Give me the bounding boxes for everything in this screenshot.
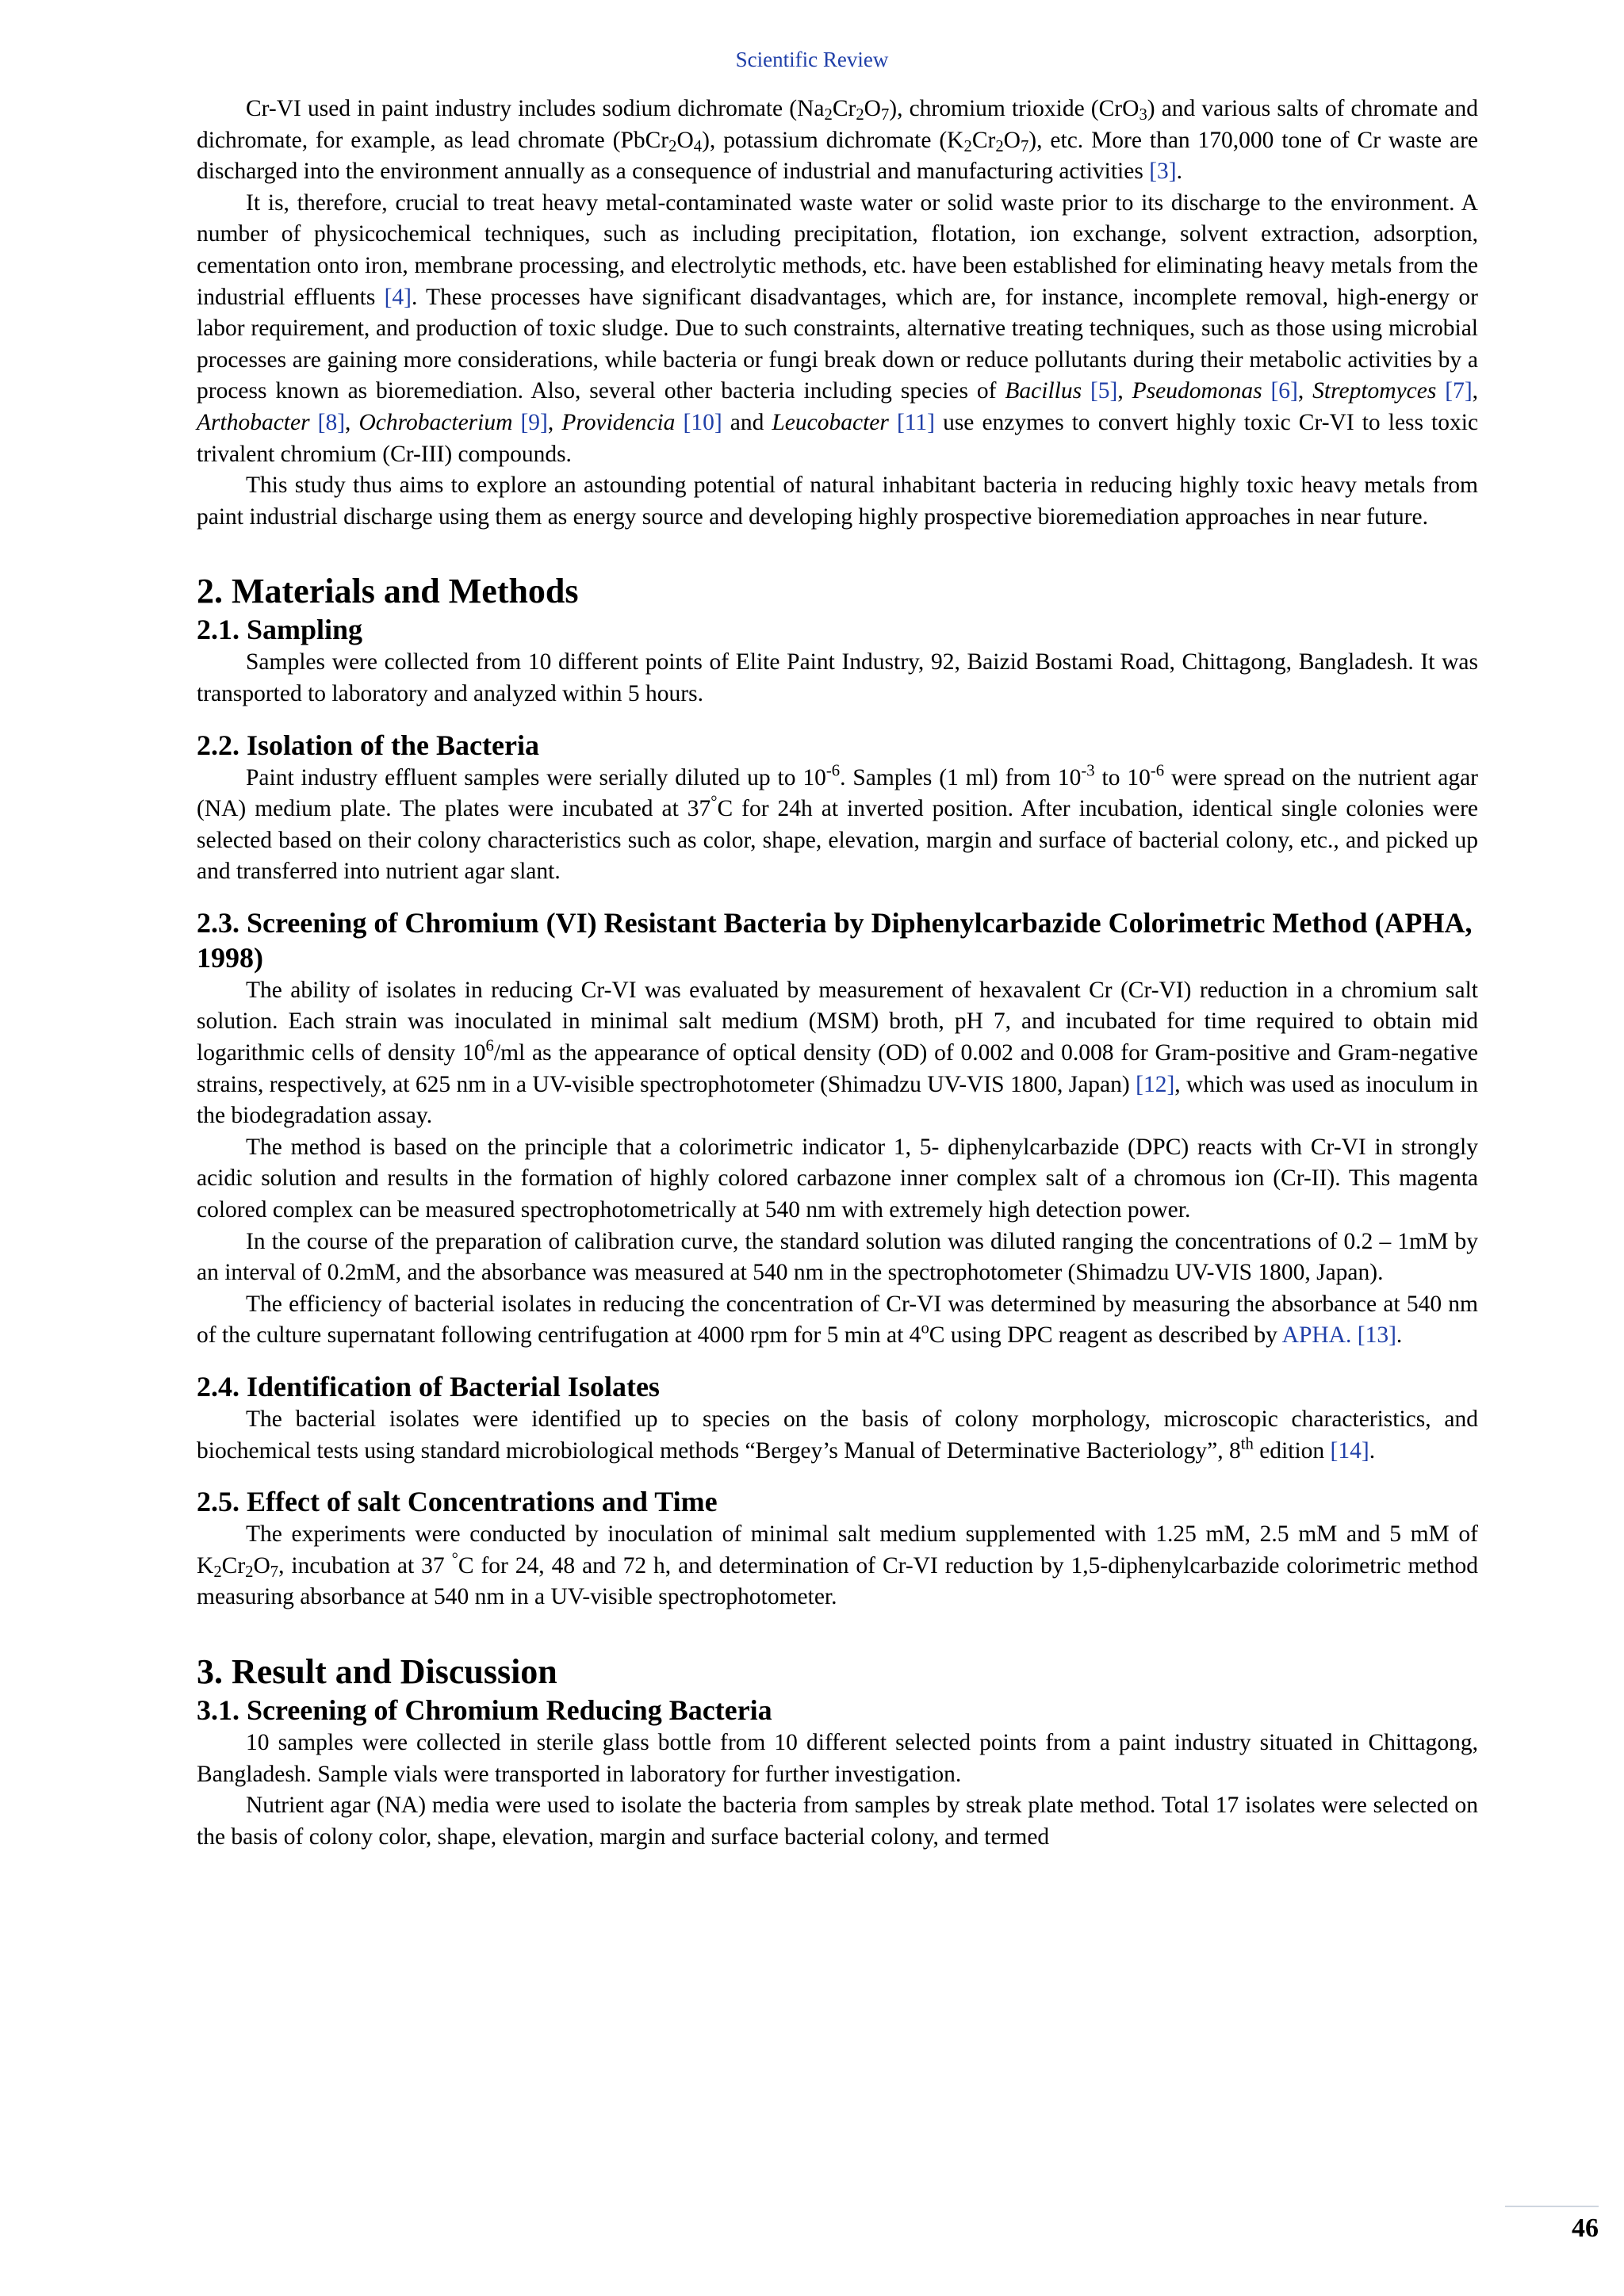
intro-paragraph-3: This study thus aims to explore an astounding potential of natural inhabitant bacteria in reducing highly toxic heavy metals from paint industrial discharge using them as energy source and developing highly prospective bioremediation approaches in near future. <box>197 473 1478 530</box>
subsection-heading: 2.5. Effect of salt Concentrations and Time <box>197 1486 718 1518</box>
text: . <box>1396 1322 1403 1349</box>
species-name: Providencia <box>561 409 676 435</box>
running-head: Scientific Review <box>735 48 889 71</box>
superscript: ° <box>710 793 718 811</box>
text: to 10 <box>1094 764 1151 790</box>
subsection-heading: 2.4. Identification of Bacterial Isolates <box>197 1371 660 1402</box>
text: O <box>1003 127 1021 153</box>
subscript: 7 <box>880 106 890 124</box>
subsection-heading: 2.3. Screening of Chromium (VI) Resistant Bacteria by Diphenylcarbazide Colorimetric Method (APHA, 1998) <box>197 906 1473 974</box>
text: The efficiency of bacterial isolates in reducing the concentration of Cr-VI was determined by measuring the absorbance at 540 nm of the culture supernatant following centrifugation at 4000 rpm for 5 min at 4 <box>197 1291 1478 1349</box>
paragraph: Nutrient agar (NA) media were used to isolate the bacteria from samples by streak plate method. Total 17 isolates were selected on the basis of colony color, shape, elevation, margin and surface bacterial colony, and termed <box>197 1793 1478 1850</box>
text: /ml as the appearance of optical density (OD) of 0.002 and 0.008 for Gram-positive and Gram-negative strains, respectively, at 625 nm in a UV-visible spectrophotometer (Shimadzu UV-VIS 1800, Japan) <box>197 1040 1478 1097</box>
footer-rule <box>1505 2206 1599 2207</box>
species-name: Leucobacter <box>772 409 889 435</box>
text: Cr <box>971 127 996 153</box>
text: C for 24, 48 and 72 h, and determination of Cr-VI reduction by 1,5-diphenylcarbazide colorimetric method measuring absorbance at 540 nm in a UV-visible spectrophotometer. <box>197 1552 1478 1610</box>
text: Paint industry effluent samples were serially diluted up to 10 <box>246 764 826 790</box>
citation-link[interactable]: APHA. [13] <box>1281 1322 1396 1349</box>
citation-link[interactable]: [3] <box>1149 159 1177 185</box>
citation-link[interactable]: [4] <box>384 284 412 310</box>
superscript: -3 <box>1081 762 1095 780</box>
paragraph <box>197 975 1478 1132</box>
species-name: Streptomyces <box>1312 378 1437 404</box>
paragraph <box>197 763 1478 888</box>
text: The bacterial isolates were identified up to species on the basis of colony morphology, microscopic characteristics, and biochemical tests using standard microbiological methods “Bergey’s Manual of Determinative Bacteriology”, 8 <box>197 1406 1478 1464</box>
text: C using DPC reagent as described by <box>929 1322 1282 1349</box>
subscript: 2 <box>995 137 1004 155</box>
section-heading: 3. Result and Discussion <box>197 1651 557 1691</box>
text: ) and various salts of chromate and dichromate, for example, as lead chromate (PbCr <box>197 96 1478 153</box>
citation-link[interactable]: [9] <box>520 409 548 435</box>
subscript: 4 <box>693 137 703 155</box>
subscript: 3 <box>1139 106 1147 124</box>
intro-paragraph-1 <box>197 94 1478 188</box>
text: Cr <box>221 1552 246 1578</box>
text: . These processes have significant disadvantages, which are, for instance, incomplete removal, high-energy or labor requirement, and production of toxic sludge. Due to such constraints, alternative treating techniques, such as those using microbial processes are gaining more considerations, while bacteria or fungi break down or reduce pollutants during their metabolic activities by a process known as bioremediation. Also, several other bacteria including species of <box>197 284 1478 404</box>
paragraph: In the course of the preparation of calibration curve, the standard solution was diluted ranging the concentrations of 0.2 – 1mM by an interval of 0.2mM, and the absorbance was measured at 540 nm in the spectrophotometer (Shimadzu UV-VIS 1800, Japan). <box>197 1228 1478 1286</box>
superscript: 6 <box>485 1037 494 1055</box>
paragraph: Samples were collected from 10 different points of Elite Paint Industry, 92, Baizid Bostami Road, Chittagong, Bangladesh. It was transported to laboratory and analyzed within 5 hours. <box>197 649 1478 706</box>
page-number: 46 <box>1572 2214 1599 2243</box>
species-name: Arthobacter <box>197 409 310 435</box>
subscript: 2 <box>856 106 864 124</box>
article-body <box>197 94 1478 1853</box>
spacer <box>197 888 1478 905</box>
subscript: 2 <box>245 1563 254 1581</box>
text: Cr <box>832 96 856 121</box>
superscript: -6 <box>825 762 841 780</box>
subscript: 2 <box>824 106 833 124</box>
spacer <box>197 1352 1478 1369</box>
paragraph: 10 samples were collected in sterile glass bottle from 10 different selected points from a paint industry situated in Chittagong, Bangladesh. Sample vials were transported in laboratory for further investigation. <box>197 1729 1478 1787</box>
paragraph <box>197 1289 1478 1352</box>
text: were spread on the nutrient agar (NA) medium plate. The plates were incubated at 37 <box>197 764 1478 822</box>
text: , incubation at 37 <box>278 1552 452 1578</box>
subscript: 2 <box>963 137 972 155</box>
subsection-heading: 2.1. Sampling <box>197 614 363 646</box>
text: . <box>1176 159 1182 185</box>
superscript: ° <box>451 1550 458 1568</box>
text: O <box>864 96 881 121</box>
text: C for 24h at inverted position. After incubation, identical single colonies were selected based on their colony characteristics such as color, shape, elevation, margin and surface of bacterial colony, etc., and picked up and transferred into nutrient agar slant. <box>197 796 1478 885</box>
subscript: 2 <box>668 137 677 155</box>
superscript: -6 <box>1150 762 1165 780</box>
text: and <box>722 409 772 435</box>
spacer <box>197 1613 1478 1651</box>
citation-link[interactable]: [8] <box>317 409 346 435</box>
text: use enzymes to convert highly toxic Cr-VI to less toxic trivalent chromium (Cr-III) compounds. <box>197 409 1479 467</box>
text: edition <box>1253 1437 1331 1464</box>
subscript: 2 <box>213 1563 222 1581</box>
text: ), etc. More than 170,000 tone of Cr waste are discharged into the environment annually as a consequence of industrial and manufacturing activities <box>197 127 1479 185</box>
citation-link[interactable]: [6] <box>1270 378 1298 404</box>
text: ), chromium trioxide (CrO <box>889 96 1139 121</box>
citation-link[interactable]: [7] <box>1445 378 1473 404</box>
species-name: Pseudomonas <box>1132 378 1262 404</box>
citation-link[interactable]: [11] <box>896 409 935 435</box>
text: It is, therefore, crucial to treat heavy metal-contaminated waste water or solid waste prior to its discharge to the environment. A number of physicochemical techniques, such as including precipitation, flotation, ion exchange, solvent extraction, adsorption, cementation onto iron, membrane processing, and electrolytic methods, etc. have been established for eliminating heavy metals from the industrial effluents <box>197 189 1478 310</box>
citation-link[interactable]: [10] <box>683 409 722 435</box>
superscript: o <box>921 1320 929 1338</box>
text: . Samples (1 ml) from 10 <box>840 764 1082 790</box>
text: O <box>253 1552 270 1578</box>
species-name: Bacillus <box>1005 378 1082 404</box>
citation-link[interactable]: [14] <box>1330 1437 1369 1464</box>
paragraph <box>197 1519 1478 1613</box>
citation-link[interactable]: [12] <box>1136 1071 1175 1097</box>
intro-paragraph-2: It is, therefore, crucial to treat heavy metal-contaminated waste water or solid waste prior to its discharge to the environment. A number of physicochemical techniques, such as including precipitation, flotation, ion exchange, solvent extraction, adsorption, cementation onto iron, membrane processing, and electrolytic methods, etc. have been established for eliminating heavy metals from the industrial effluents [4]. These processes have significant disadvantages, which are, for instance, incomplete removal, high-energy or labor requirement, and production of toxic sludge. Due to such constraints, alternative treating techniques, such as those using microbial processes are gaining more considerations, while bacteria or fungi break down or reduce pollutants during their metabolic activities by a process known as bioremediation. Also, several other bacteria including species of Bacillus [5], Pseudomonas [6], Streptomyces [7], Arthobacter [8], Ochrobacterium [9], Providencia [10] and Leucobacter [11] use enzymes to convert highly toxic Cr-VI to less toxic trivalent chromium (Cr-III) compounds. <box>197 189 1479 467</box>
subscript: 7 <box>270 1563 279 1581</box>
spacer <box>197 533 1478 571</box>
superscript: th <box>1240 1435 1254 1453</box>
text: Cr-VI used in paint industry includes sodium dichromate (Na <box>246 96 825 121</box>
text: O <box>676 127 694 153</box>
text: . <box>1369 1437 1376 1464</box>
text: The ability of isolates in reducing Cr-VI was evaluated by measurement of hexavalent Cr (Cr-VI) reduction in a chromium salt solution. Each strain was inoculated in minimal salt medium (MSM) broth, pH 7, and incubated for time required to obtain mid logarithmic cells of density 10 <box>197 977 1478 1066</box>
subsection-heading: 3.1. Screening of Chromium Reducing Bacteria <box>197 1693 772 1726</box>
spacer <box>197 1467 1478 1484</box>
section-heading: 2. Materials and Methods <box>197 572 579 611</box>
species-name: Ochrobacterium <box>358 409 513 435</box>
citation-link[interactable]: [5] <box>1090 378 1118 404</box>
spacer <box>197 710 1478 728</box>
text: The experiments were conducted by inoculation of minimal salt medium supplemented with 1.25 mM, 2.5 mM and 5 mM of K <box>197 1521 1478 1578</box>
text: , which was used as inoculum in the biodegradation assay. <box>197 1071 1479 1129</box>
subsection-heading: 2.2. Isolation of the Bacteria <box>197 729 539 761</box>
text: ), potassium dichromate (K <box>702 127 964 153</box>
subscript: 7 <box>1020 137 1029 155</box>
paragraph: The method is based on the principle that a colorimetric indicator 1, 5- diphenylcarbazide (DPC) reacts with Cr-VI in strongly acidic solution and results in the formation of highly colored carbazone inner complex salt of a chromous ion (Cr-II). This magenta colored complex can be measured spectrophotometrically at 540 nm with extremely high detection power. <box>197 1134 1478 1223</box>
paragraph <box>197 1404 1478 1467</box>
